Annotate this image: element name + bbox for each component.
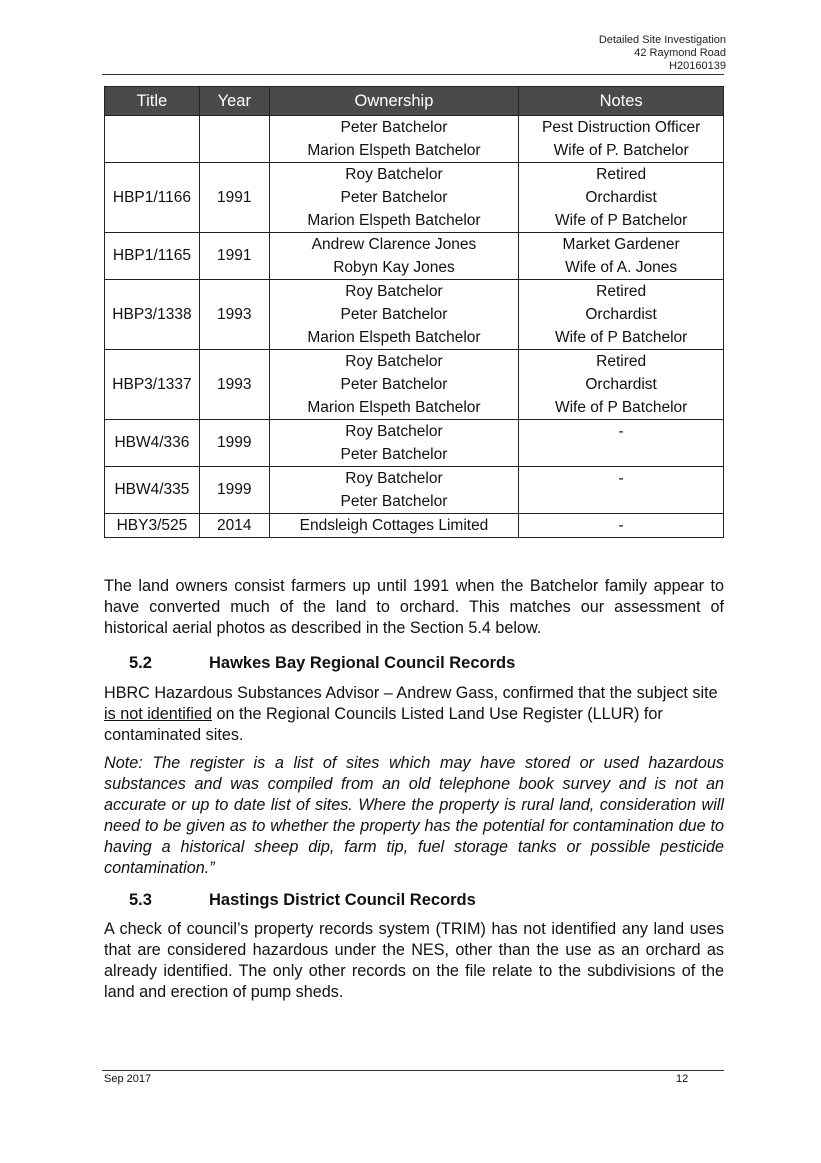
- owner-name: Marion Elspeth Batchelor: [307, 329, 481, 346]
- page-number: 12: [676, 1073, 689, 1085]
- note-text: Orchardist: [585, 189, 657, 206]
- table-row: [105, 467, 724, 514]
- land-owners-paragraph: The land owners consist farmers up until 1991 when the Batchelor family appear to have converted much of the land to orchard. This matches our assessment of historical aerial photos as described in the Section 5.4 below.: [104, 577, 724, 637]
- cell-notes: [519, 420, 724, 467]
- cell-year: [199, 116, 269, 163]
- cell-notes: [519, 163, 724, 233]
- column-header-notes: Notes: [519, 87, 724, 116]
- cell-title: HBW4/336: [105, 420, 200, 467]
- cell-year: 1999: [199, 467, 269, 514]
- cell-notes: [519, 350, 724, 420]
- column-header-year: Year: [199, 87, 269, 116]
- note-text: Orchardist: [585, 306, 657, 323]
- table-row: [105, 233, 724, 280]
- cell-title: [105, 116, 200, 163]
- section-5-2-underlined-text: is not identified: [104, 705, 212, 723]
- cell-ownership: [269, 467, 519, 514]
- footer-rule: [102, 1070, 724, 1071]
- section-5-3-title: Hastings District Council Records: [209, 891, 476, 909]
- cell-notes: [519, 233, 724, 280]
- cell-ownership: [269, 233, 519, 280]
- cell-ownership: [269, 280, 519, 350]
- header-rule: [102, 74, 724, 75]
- note-text: Orchardist: [585, 376, 657, 393]
- table-row: [105, 163, 724, 233]
- owner-name: Andrew Clarence Jones: [311, 236, 477, 253]
- cell-year: 1993: [199, 280, 269, 350]
- owner-name: Roy Batchelor: [345, 166, 443, 183]
- document-header: [599, 34, 726, 73]
- cell-title: HBP3/1338: [105, 280, 200, 350]
- owner-name: Peter Batchelor: [340, 306, 448, 323]
- owner-name: Roy Batchelor: [345, 283, 443, 300]
- table-row: [105, 350, 724, 420]
- cell-notes: [519, 467, 724, 514]
- note-text: Wife of P Batchelor: [554, 212, 688, 229]
- owner-name: Roy Batchelor: [345, 353, 443, 370]
- note-text: Wife of P Batchelor: [554, 399, 688, 416]
- section-5-3-number: 5.3: [129, 891, 152, 909]
- note-text: Retired: [596, 166, 647, 183]
- table-row: [105, 280, 724, 350]
- owner-name: Marion Elspeth Batchelor: [307, 142, 481, 159]
- section-5-2-number: 5.2: [129, 654, 152, 672]
- footer-date: Sep 2017: [104, 1073, 152, 1085]
- header-ref: H20160139: [669, 60, 726, 72]
- cell-notes: [519, 280, 724, 350]
- section-5-2-text-end: on the Regional Councils Listed Land Use Register (LLUR) for contaminated sites.: [104, 705, 663, 744]
- note-text: Wife of P Batchelor: [554, 329, 688, 346]
- section-5-3-heading: [129, 891, 476, 910]
- cell-title: HBP1/1165: [105, 233, 200, 280]
- section-5-2-text-start: HBRC Hazardous Substances Advisor – Andrew Gass, confirmed that the subject site: [104, 684, 718, 702]
- note-text: Pest Distruction Officer: [542, 119, 701, 136]
- table-header-row: [105, 87, 724, 116]
- section-5-2-paragraph: [104, 683, 724, 746]
- cell-ownership: [269, 350, 519, 420]
- table-row: [105, 116, 724, 163]
- header-address: 42 Raymond Road: [634, 47, 726, 59]
- note-text: -: [618, 423, 624, 440]
- note-text: Retired: [596, 353, 647, 370]
- cell-title: HBY3/525: [105, 514, 200, 538]
- table-body: [105, 116, 724, 538]
- section-5-2-title: Hawkes Bay Regional Council Records: [209, 654, 516, 672]
- cell-title: HBP3/1337: [105, 350, 200, 420]
- owner-name: Peter Batchelor: [340, 446, 448, 463]
- column-header-ownership: Ownership: [269, 87, 519, 116]
- owner-name: Peter Batchelor: [340, 376, 448, 393]
- section-5-3-paragraph: A check of council’s property records system (TRIM) has not identified any land uses that are considered hazardous under the NES, other than the use as an orchard as already identified. The only other records on the file relate to the subdivisions of the land and erection of pump sheds.: [104, 920, 724, 1001]
- cell-notes: [519, 116, 724, 163]
- owner-name: Roy Batchelor: [345, 423, 443, 440]
- cell-year: 1993: [199, 350, 269, 420]
- note-text: Wife of A. Jones: [565, 259, 678, 276]
- owner-name: Marion Elspeth Batchelor: [307, 399, 481, 416]
- cell-year: 1991: [199, 163, 269, 233]
- note-text: -: [618, 470, 624, 487]
- cell-ownership: [269, 514, 519, 538]
- owner-name: Peter Batchelor: [340, 119, 448, 136]
- note-text: -: [618, 517, 624, 534]
- cell-year: 1991: [199, 233, 269, 280]
- note-text: Retired: [596, 283, 647, 300]
- owner-name: Peter Batchelor: [340, 493, 448, 510]
- cell-notes: [519, 514, 724, 538]
- cell-ownership: [269, 116, 519, 163]
- cell-title: HBP1/1166: [105, 163, 200, 233]
- cell-year: 1999: [199, 420, 269, 467]
- column-header-title: Title: [105, 87, 200, 116]
- owner-name: Robyn Kay Jones: [333, 259, 455, 276]
- owner-name: Peter Batchelor: [340, 189, 448, 206]
- header-doc-title: Detailed Site Investigation: [598, 34, 726, 46]
- cell-year: 2014: [199, 514, 269, 538]
- owner-name: Roy Batchelor: [345, 470, 443, 487]
- note-text: Market Gardener: [562, 236, 680, 253]
- owner-name: Endsleigh Cottages Limited: [299, 517, 489, 534]
- table-row: [105, 420, 724, 467]
- cell-ownership: [269, 420, 519, 467]
- cell-ownership: [269, 163, 519, 233]
- table-row: [105, 514, 724, 538]
- ownership-table: [104, 86, 724, 538]
- section-5-2-note: Note: The register is a list of sites which may have stored or used hazardous substances and was compiled from an old telephone book survey and is not an accurate or up to date list of sites. Where the property is rural land, consideration will need to be given as to whether the property has the potential for contamination due to having a historical sheep dip, farm tip, fuel storage tanks or possible pesticide contamination.”: [104, 754, 724, 877]
- owner-name: Marion Elspeth Batchelor: [307, 212, 481, 229]
- note-text: Wife of P. Batchelor: [553, 142, 689, 159]
- section-5-2-heading: [129, 654, 515, 673]
- cell-title: HBW4/335: [105, 467, 200, 514]
